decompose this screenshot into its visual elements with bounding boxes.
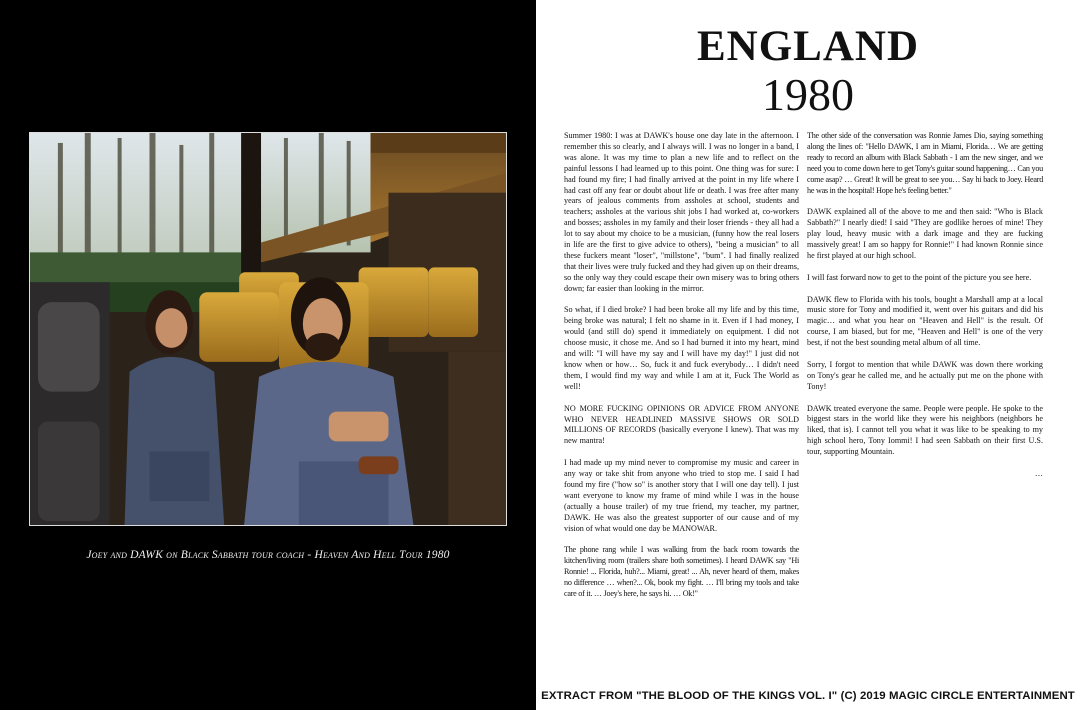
paragraph: DAWK flew to Florida with his tools, bought a Marshall amp at a local music store for Tony and modified it, went over his guitars and did his magic… and what you hear on "Heaven and Hell" is the result. Of course, I am biased, but for me, "Heaven and Hell" is one of the very best, if not the best sounding metal album of all time. (807, 294, 1043, 348)
page-year: 1980 (762, 69, 854, 120)
paragraph: DAWK treated everyone the same. People were people. He spoke to the biggest stars in the world like they were his neighbors (neighbors he liked, that is). I cannot tell you what it was like to be speaking to my high school hero, Tony Iommi! I had seen Sabbath on their first U.S. tour, supporting Mountain. (807, 403, 1043, 457)
photo-illustration (30, 133, 506, 525)
tour-coach-photo (29, 132, 507, 526)
paragraph: I will fast forward now to get to the point of the picture you see here. (807, 272, 1032, 282)
paragraph: The other side of the conversation was Ronnie James Dio, saying something along the lines of: "Hello DAWK, I am in Miami, Florida… We are getting ready to record an album with Black Sabbath - I am the new singer, and we need you to come down here to get Tony's guitar sound happening… Can you come asap? … Great! It will be great to see you… Say hi back to Joey. Heard he was in the hospital! Hope he's feeling better." (807, 131, 1043, 195)
text-column-right (807, 131, 1043, 491)
right-page (536, 0, 1080, 710)
paragraph: I had made up my mind never to compromise my music and career in any way or take shit from anyone who tried to stop me. I said I had found my fire ("how so" is another story that I will one day tell). I just want everyone to know my frame of mind while I was in the house (actually a house trailer) of my true friend, my teacher, my partner, DAWK. He was also the greatest supporter of our cause and of my vision of what would one day be MANOWAR. (564, 458, 799, 533)
paragraph: DAWK explained all of the above to me and then said: "Who is Black Sabbath?" I nearly died! I said "They are godlike heroes of mine! They play loud, heavy music with a dark image and they are fucking massively great! I am so happy for Ronnie!" I had known Ronnie since he first played at our high school. (807, 207, 1043, 260)
text-column-left (564, 131, 799, 611)
paragraph: Sorry, I forgot to mention that while DAWK was down there working on Tony's gear he called me, and he actually put me on the phone with Tony! (807, 359, 1043, 391)
paragraph: Summer 1980: I was at DAWK's house one day late in the afternoon. I remember this so clearly, and I always will. I was no longer in a band, I was alone. It was my time to plan a new life and to reflect on the painful lessons I had learned up to this point. One thing was for sure: I had found my fire; I had finally arrived at the point in my life where I had cast off any fear or doubt about life or death. I was free after many years of jealous comments from assholes at school, students and teachers; assholes at the various shit jobs I had worked at, co-workers and bosses; assholes in my family and their loser friends - they all had a lot to say about my choice to be a musician, (funny how the real losers in life are the first to give advice to others), "being a musician" to all these fuckers meant "loser", "millstone", "bum". I had finally realized that their lives were truly fucked and they had given up on their dreams, so the only way they could escape their own misery was to bring others down; far easier than looking in the mirror. (564, 131, 799, 293)
paragraph: So what, if I died broke? I had been broke all my life and by this time, being broke was natural; I felt no shame in it. Even if I had money, I would (and still do) spend it immediately on equipment. I did not choose music, it chose me. And so I had burned it into my heart, mind and will: "I will have my say and I will have my day!" I just did not know when or how… So, fuck it and fuck everybody… I didn't need them, I would find my way and while I am at it, Fuck The World as well! (564, 305, 799, 391)
copyright-footer: EXTRACT FROM "THE BLOOD OF THE KINGS VOL. I" (C) 2019 MAGIC CIRCLE ENTERTAINMENT (541, 690, 1075, 702)
photo-caption: Joey and DAWK on Black Sabbath tour coach - Heaven And Hell Tour 1980 (86, 549, 450, 561)
continuation-ellipsis: … (1034, 469, 1043, 478)
paragraph: The phone rang while I was walking from the back room towards the kitchen/living room (trailers share both sometimes). I heard DAWK say "Hi Ronnie! ... Florida, huh?... Miami, great! ... Ah, never heard of them, makes no difference … when?... Ok, book my fight. … I'll bring my tools and take care of it. … Joey's here, he says hi. … Ok!" (564, 545, 799, 598)
left-page (0, 0, 536, 710)
page-title: ENGLAND (696, 23, 920, 70)
paragraph: NO MORE FUCKING OPINIONS OR ADVICE FROM ANYONE WHO NEVER HEADLINED MASSIVE SHOWS OR SOLD MILLIONS OF RECORDS (basically everyone I knew). That was my new mantra! (564, 403, 799, 446)
